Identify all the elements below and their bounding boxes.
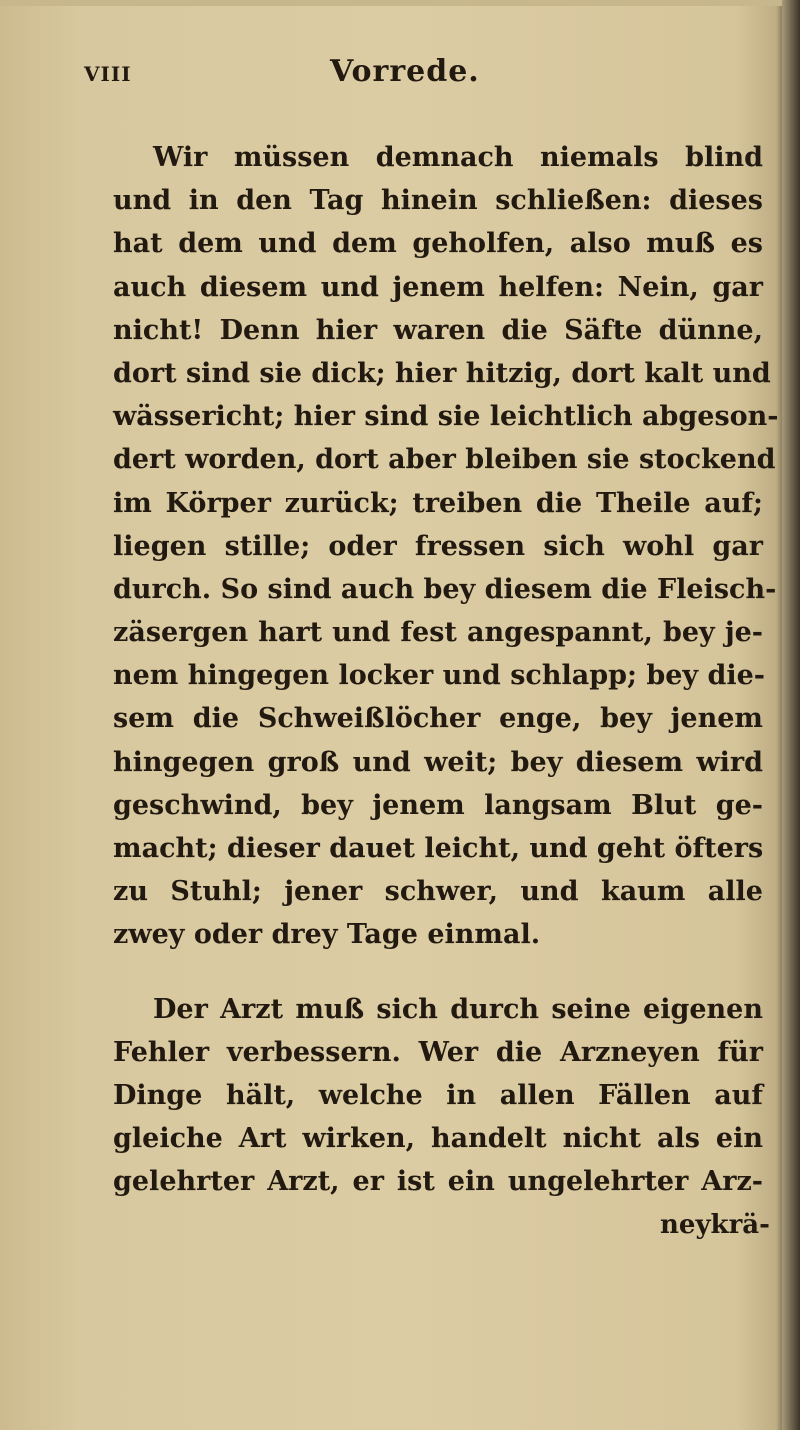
page-body (113, 136, 779, 1247)
text-line: durch. So sind auch bey diesem die Fleisch- (113, 573, 777, 605)
paragraph-2 (113, 988, 763, 1204)
text-line: Dinge hält, welche in allen Fällen auf (113, 1079, 763, 1111)
paragraph-1 (113, 136, 779, 957)
text-line: und in den Tag hinein schließen: dieses (113, 185, 763, 217)
paragraph-gap (113, 957, 763, 988)
running-title: Vorrede. (330, 54, 480, 89)
book-spine-edge (782, 0, 800, 1430)
text-line: macht; dieser dauet leicht, und geht öfters (113, 833, 764, 864)
text-line: hat dem und dem geholfen, also muß es (113, 228, 763, 260)
text-line: zäsergen hart und fest angespannt, bey je- (113, 617, 763, 649)
text-line: auch diesem und jenem helfen: Nein, gar (113, 271, 763, 303)
text-line: nicht! Denn hier waren die Säfte dünne, (113, 314, 763, 346)
text-line: sem die Schweißlöcher enge, bey jenem (113, 703, 763, 735)
text-line: gelehrter Arzt, er ist ein ungelehrter Arz- (113, 1166, 763, 1198)
page-number: VIII (84, 62, 132, 86)
text-line: Der Arzt muß sich durch seine eigenen (153, 993, 763, 1025)
text-line: nem hingegen locker und schlapp; bey die- (113, 660, 766, 692)
text-line: Fehler verbessern. Wer die Arzneyen für (113, 1036, 763, 1068)
text-line: zu Stuhl; jener schwer, und kaum alle (113, 876, 763, 908)
page-top-edge (0, 0, 800, 6)
text-line: dert worden, dort aber bleiben sie stockend (113, 444, 776, 476)
text-line: gleiche Art wirken, handelt nicht als ein (113, 1123, 763, 1155)
text-line: geschwind, bey jenem langsam Blut ge- (113, 789, 763, 821)
text-line: hingegen groß und weit; bey diesem wird (113, 746, 763, 778)
catchword: neykrä- (660, 1209, 770, 1240)
text-line: wässericht; hier sind sie leichtlich abgeson- (113, 401, 779, 433)
text-line: liegen stille; oder fressen sich wohl gar (113, 530, 763, 562)
text-line: Wir müssen demnach niemals blind (153, 142, 763, 173)
text-line: im Körper zurück; treiben die Theile auf; (113, 487, 763, 519)
text-line: zwey oder drey Tage einmal. (113, 919, 541, 951)
text-line: dort sind sie dick; hier hitzig, dort kalt und (113, 357, 771, 389)
